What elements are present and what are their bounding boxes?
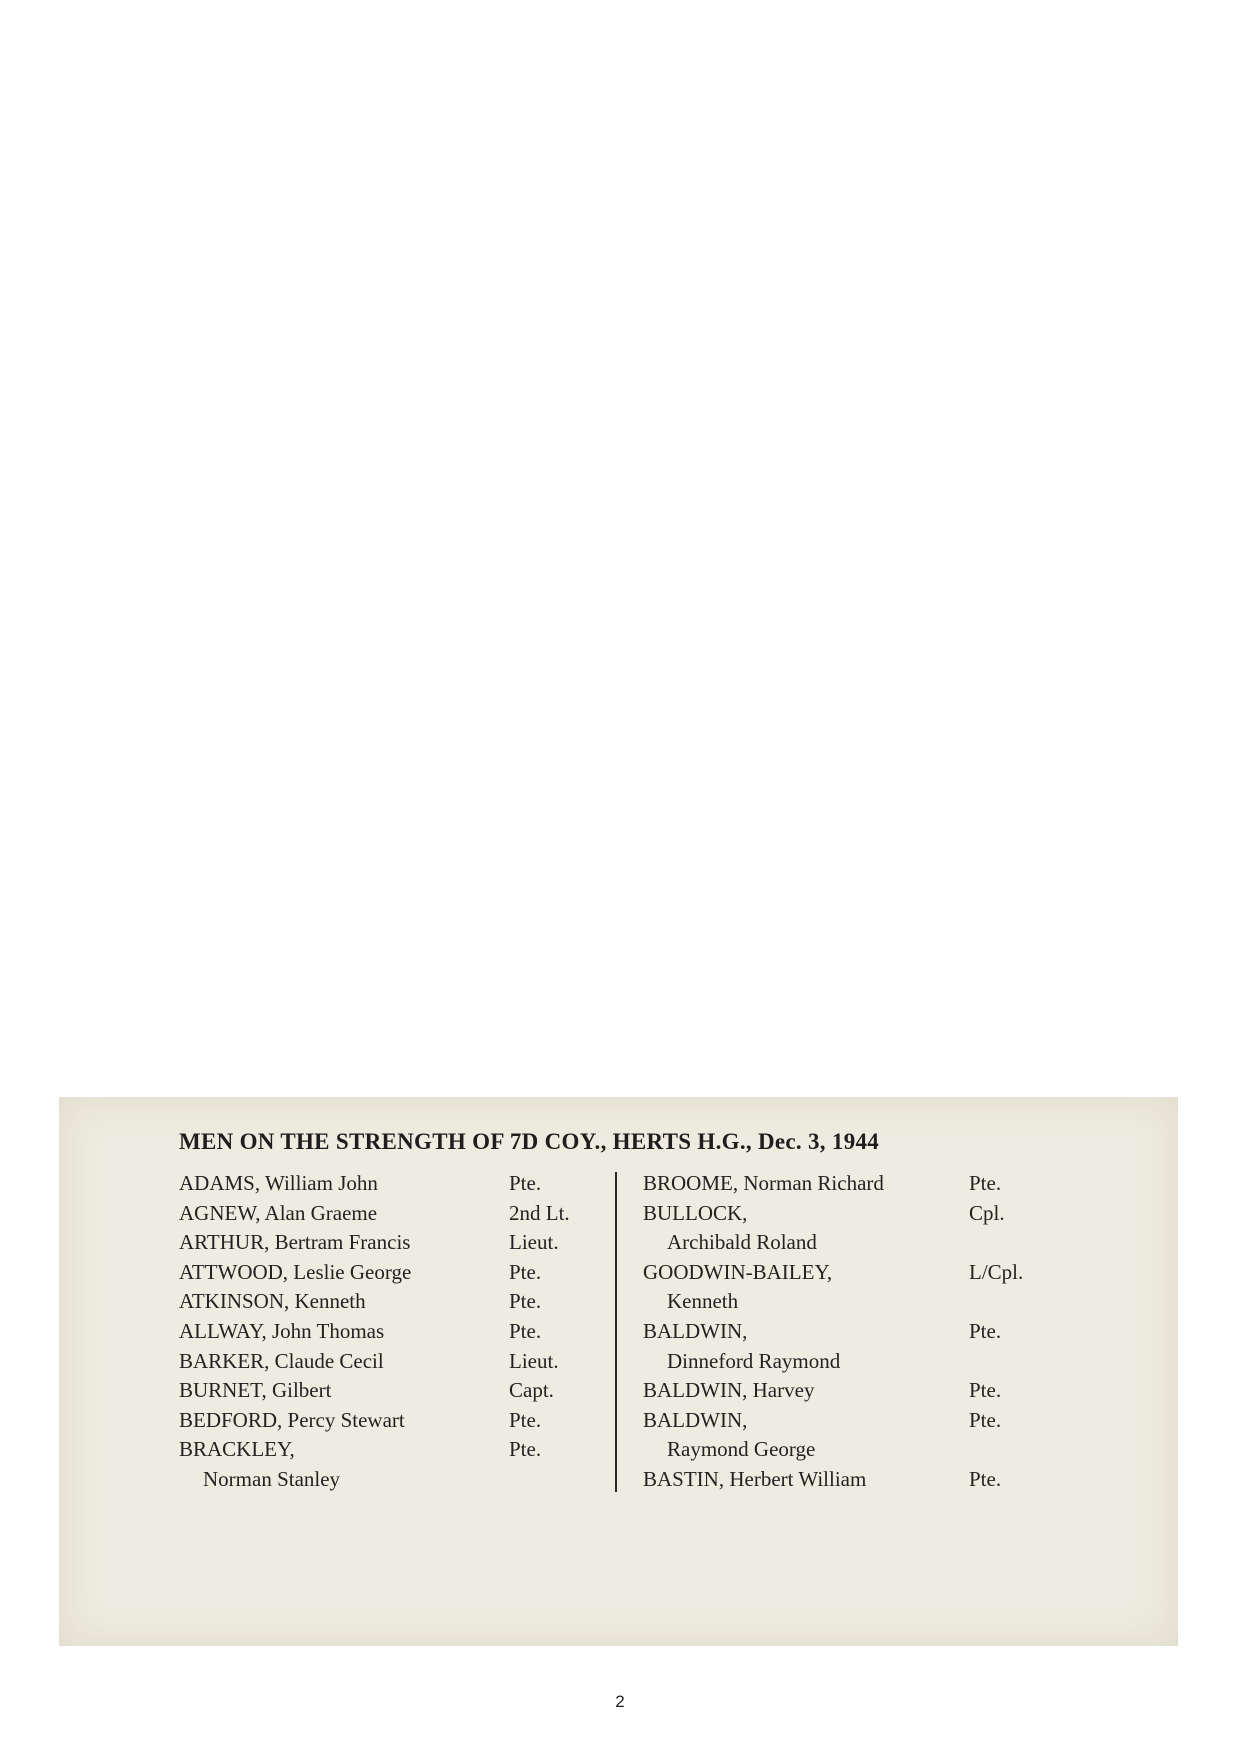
roster-row <box>179 1435 589 1465</box>
member-rank: Pte. <box>509 1318 542 1343</box>
member-name: ATKINSON, Kenneth <box>179 1289 366 1314</box>
column-divider <box>615 1172 617 1492</box>
member-name: BEDFORD, Percy Stewart <box>179 1407 405 1432</box>
roster-row <box>643 1465 1083 1495</box>
roster-row <box>643 1406 1083 1436</box>
roster-row <box>643 1376 1083 1406</box>
roster-row <box>179 1258 589 1288</box>
roster-row <box>643 1169 1083 1199</box>
member-rank: Pte. <box>969 1407 1002 1432</box>
member-rank: Cpl. <box>969 1200 1005 1225</box>
roster-row <box>643 1317 1083 1347</box>
name-continuation: Norman Stanley <box>203 1466 341 1491</box>
roster-row <box>643 1258 1083 1288</box>
member-rank: L/Cpl. <box>969 1259 1024 1284</box>
member-rank: Pte. <box>969 1171 1002 1195</box>
name-continuation: Archibald Roland <box>667 1230 817 1255</box>
roster-row <box>179 1347 589 1377</box>
member-rank: Lieut. <box>509 1348 559 1373</box>
member-rank: 2nd Lt. <box>509 1200 570 1225</box>
member-name: BASTIN, Herbert William <box>643 1466 867 1491</box>
member-name: BALDWIN, Harvey <box>643 1378 815 1403</box>
roster-row <box>643 1287 1083 1317</box>
member-rank: Lieut. <box>509 1230 559 1255</box>
name-continuation: Raymond George <box>667 1437 816 1462</box>
roster-row <box>179 1169 589 1199</box>
name-continuation: Kenneth <box>667 1289 739 1314</box>
member-name: ALLWAY, John Thomas <box>179 1318 385 1343</box>
left-column <box>179 1169 589 1495</box>
member-name: ATTWOOD, Leslie George <box>179 1259 412 1284</box>
roster-row <box>179 1376 589 1406</box>
roster-row <box>643 1435 1083 1465</box>
member-rank: Pte. <box>509 1289 542 1314</box>
roster-row <box>179 1406 589 1436</box>
member-rank: Capt. <box>509 1378 554 1403</box>
roster-row <box>643 1228 1083 1258</box>
member-name: ADAMS, William John <box>179 1171 378 1195</box>
member-name: BALDWIN, <box>643 1407 748 1432</box>
page-number: 2 <box>615 1692 625 1711</box>
member-name: ARTHUR, Bertram Francis <box>179 1230 411 1255</box>
right-column <box>643 1169 1083 1495</box>
name-continuation: Dinneford Raymond <box>667 1348 841 1373</box>
roster-row <box>179 1228 589 1258</box>
roster-row <box>179 1199 589 1229</box>
member-name: BURNET, Gilbert <box>179 1378 332 1403</box>
member-rank: Pte. <box>509 1407 542 1432</box>
member-name: BRACKLEY, <box>179 1437 295 1462</box>
scanned-card <box>59 1097 1178 1646</box>
member-rank: Pte. <box>509 1171 542 1195</box>
roster-row <box>179 1317 589 1347</box>
member-rank: Pte. <box>969 1318 1002 1343</box>
member-rank: Pte. <box>969 1466 1002 1491</box>
roster-row <box>643 1199 1083 1229</box>
member-name: BALDWIN, <box>643 1318 748 1343</box>
member-rank: Pte. <box>509 1259 542 1284</box>
member-name: AGNEW, Alan Graeme <box>179 1200 378 1225</box>
member-name: BARKER, Claude Cecil <box>179 1348 384 1373</box>
member-rank: Pte. <box>969 1378 1002 1403</box>
roster-row <box>179 1465 589 1495</box>
roster-row <box>179 1287 589 1317</box>
list-title: MEN ON THE STRENGTH OF 7D COY., HERTS H.G., Dec. 3, 1944 <box>179 1129 880 1154</box>
member-name: BROOME, Norman Richard <box>643 1171 884 1195</box>
member-name: GOODWIN-BAILEY, <box>643 1259 833 1284</box>
roster-row <box>643 1347 1083 1377</box>
member-rank: Pte. <box>509 1437 542 1462</box>
member-name: BULLOCK, <box>643 1200 748 1225</box>
